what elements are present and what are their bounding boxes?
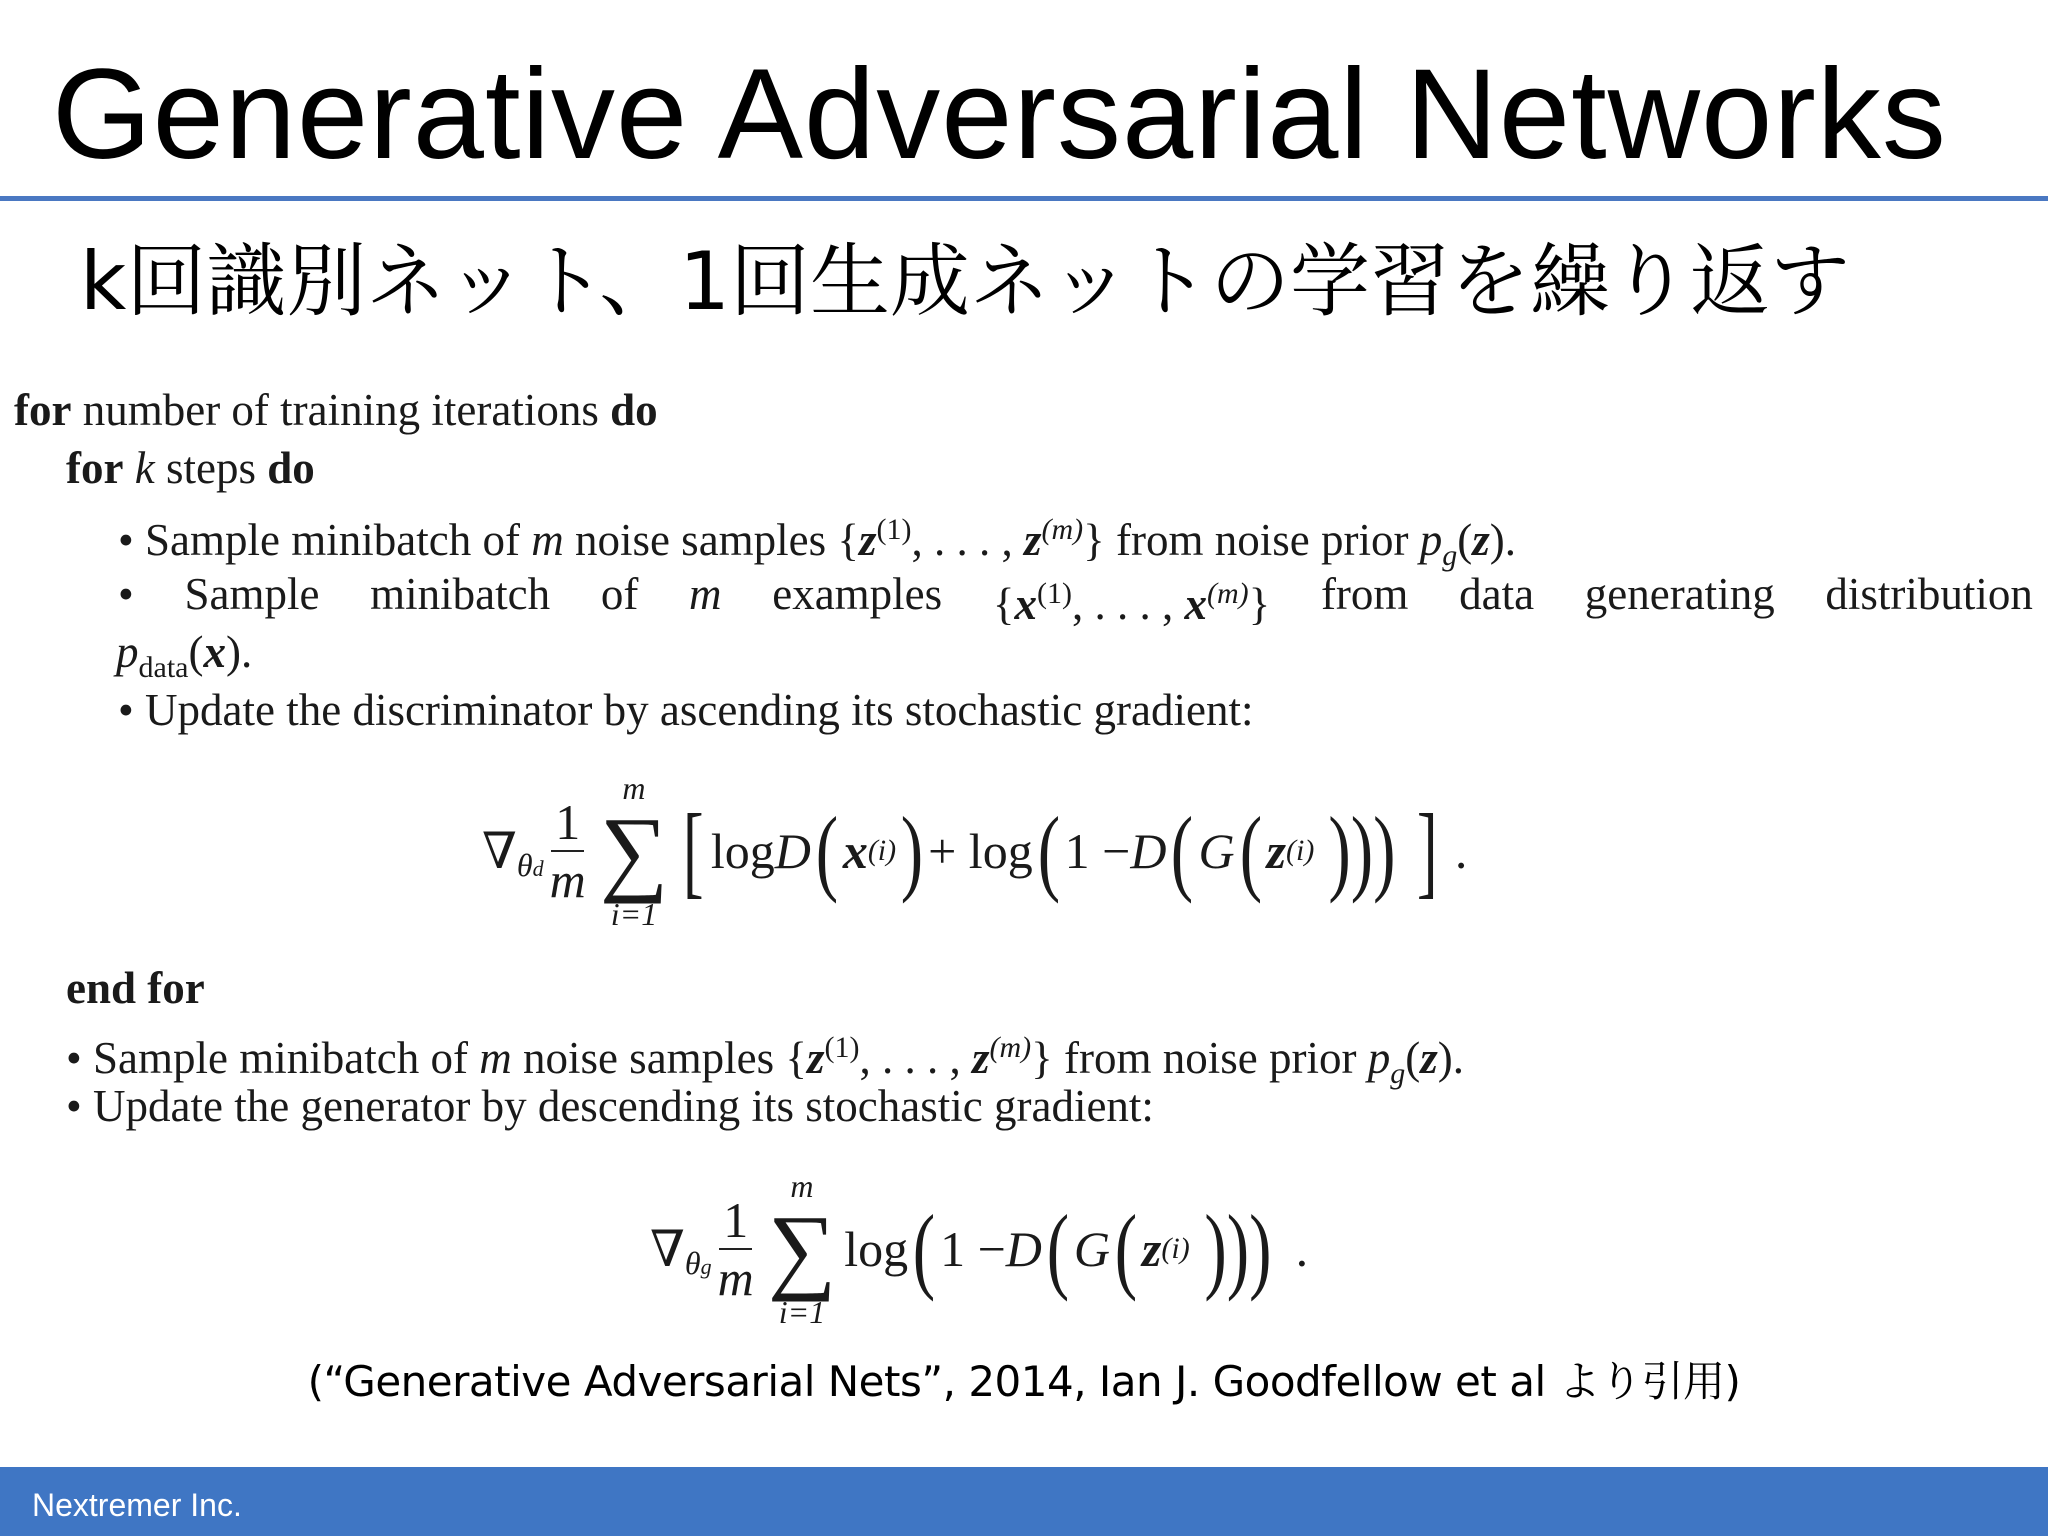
paren: ): [900, 797, 924, 904]
var-x: x: [1014, 579, 1037, 629]
text: , . . . ,: [859, 1033, 972, 1083]
summation: [600, 770, 668, 932]
bullet: •: [118, 569, 134, 619]
brace: }: [1248, 579, 1271, 629]
superscript: (1): [824, 1031, 860, 1064]
var-z: z: [972, 1033, 990, 1083]
text: log: [710, 823, 775, 879]
sum-upper: m: [790, 1168, 814, 1204]
period: .: [1454, 823, 1468, 879]
algo-line-sample-data: [118, 566, 2033, 632]
var-k: k: [134, 443, 155, 493]
superscript: (i): [1286, 834, 1315, 867]
bullet: •: [66, 1081, 82, 1131]
sample-set: [993, 566, 1270, 632]
slide-title: Generative Adversarial Networks: [52, 43, 1947, 186]
text: , . . . ,: [911, 515, 1024, 565]
equation-generator-gradient: [650, 1168, 1308, 1330]
superscript: (1): [1036, 577, 1072, 610]
var-z: z: [1266, 823, 1286, 879]
paren: (: [912, 1195, 936, 1302]
paren: (: [815, 797, 839, 904]
d: d: [532, 855, 544, 881]
text: noise samples {: [511, 1033, 807, 1083]
var-z: z: [859, 515, 877, 565]
subscript: g: [1442, 539, 1458, 572]
text: 1 −: [1064, 823, 1131, 879]
denominator: m: [717, 1250, 754, 1306]
text: } from noise prior: [1083, 515, 1420, 565]
nabla-symbol: ∇: [482, 823, 517, 879]
var-x: x: [1184, 579, 1207, 629]
word: from: [1320, 569, 1409, 619]
superscript: (i): [1161, 1232, 1190, 1265]
word: distribution: [1825, 569, 2033, 619]
paren: (: [1171, 797, 1194, 904]
var-z: z: [1472, 515, 1490, 565]
line-text: steps: [154, 443, 268, 493]
slide-subtitle: k回識別ネット、1回生成ネットの学習を繰り返す: [80, 235, 1851, 328]
numerator: 1: [551, 794, 584, 852]
var-z: z: [1141, 1221, 1162, 1277]
text: } from noise prior: [1031, 1033, 1368, 1083]
var-D: D: [1005, 1221, 1042, 1277]
sum-upper: m: [622, 770, 646, 806]
algo-line-update-g: [66, 1078, 1154, 1134]
superscript: (i): [867, 834, 897, 867]
paren: (: [1046, 1195, 1070, 1302]
bullet: •: [118, 515, 134, 565]
text: (: [1405, 1033, 1421, 1083]
superscript: (1): [876, 513, 912, 546]
paren: ))): [1328, 797, 1396, 904]
line-text: number of training iterations: [71, 385, 611, 435]
text: Sample minibatch of: [133, 515, 532, 565]
subscript: g: [1390, 1057, 1406, 1090]
sum-lower: i=1: [610, 896, 658, 932]
keyword-end-for: end for: [66, 963, 205, 1013]
text: Update the generator by descending its stochastic gradient:: [81, 1081, 1154, 1131]
algo-line-outer-loop: [14, 382, 658, 438]
var-D: D: [774, 823, 811, 879]
keyword-do: do: [610, 385, 658, 435]
text: log: [844, 1221, 909, 1277]
paren: ))): [1204, 1195, 1272, 1302]
fraction: [550, 794, 586, 908]
brace: {: [992, 579, 1015, 629]
word: Sample: [184, 569, 320, 619]
text: noise samples {: [563, 515, 859, 565]
var-m: m: [531, 515, 564, 565]
var-p: p: [1419, 515, 1443, 565]
text: ).: [1489, 515, 1516, 565]
equation-discriminator-gradient: [482, 770, 1467, 932]
text: , . . . ,: [1071, 579, 1185, 629]
paren: (: [1239, 797, 1262, 904]
var-m: m: [689, 569, 722, 619]
footer-bar: [0, 1467, 2048, 1536]
word: data: [1459, 569, 1535, 619]
text: + log: [928, 823, 1033, 879]
text: Update the discriminator by ascending its stochastic gradient:: [133, 685, 1254, 735]
var-G: G: [1198, 823, 1235, 879]
title-divider: [0, 196, 2048, 201]
word: examples: [772, 569, 943, 619]
var-z: z: [807, 1033, 825, 1083]
algo-line-update-d: [118, 682, 1253, 738]
keyword-for: for: [66, 443, 124, 493]
text: (: [1457, 515, 1473, 565]
algorithm-figure: [0, 370, 2048, 1345]
left-bracket: [: [683, 793, 704, 908]
subscript: data: [138, 651, 189, 684]
var-p: p: [1367, 1033, 1391, 1083]
superscript: (m): [1206, 577, 1249, 610]
summation: [768, 1168, 836, 1330]
g: g: [700, 1253, 712, 1279]
subscript: [517, 847, 544, 884]
word: of: [600, 569, 639, 619]
var-p: p: [116, 627, 139, 677]
keyword-do: do: [267, 443, 315, 493]
denominator: m: [549, 852, 586, 908]
citation: (“Generative Adversarial Nets”, 2014, Ian J. Goodfellow et al より引用): [307, 1357, 1741, 1406]
var-x: x: [842, 823, 868, 879]
sigma: ∑: [767, 1195, 837, 1302]
word: generating: [1584, 569, 1775, 619]
superscript: (m): [989, 1031, 1032, 1064]
bullet: •: [66, 1033, 82, 1083]
var-z: z: [1420, 1033, 1438, 1083]
algo-line-inner-loop: [66, 440, 315, 496]
var-z: z: [1024, 515, 1042, 565]
text: (: [188, 627, 204, 677]
word: minibatch: [370, 569, 551, 619]
paren: (: [1037, 797, 1060, 904]
var-G: G: [1073, 1221, 1110, 1277]
sigma: ∑: [599, 797, 669, 904]
text: 1 −: [940, 1221, 1006, 1277]
theta: θ: [684, 1244, 701, 1281]
paren: (: [1114, 1195, 1138, 1302]
var-x: x: [203, 627, 226, 677]
theta: θ: [516, 846, 533, 883]
superscript: (m): [1041, 513, 1084, 546]
subscript: [685, 1245, 712, 1282]
bullet: •: [118, 685, 134, 735]
keyword-for: for: [14, 385, 72, 435]
var-D: D: [1130, 823, 1167, 879]
period: .: [1295, 1221, 1309, 1277]
numerator: 1: [719, 1192, 752, 1250]
var-m: m: [479, 1033, 512, 1083]
text: ).: [225, 627, 253, 677]
sum-lower: i=1: [778, 1294, 826, 1330]
footer-company: Nextremer Inc.: [32, 1487, 242, 1523]
fraction: [718, 1192, 754, 1306]
text: Sample minibatch of: [81, 1033, 480, 1083]
nabla-symbol: ∇: [650, 1221, 685, 1277]
text: ).: [1437, 1033, 1464, 1083]
right-bracket: ]: [1417, 793, 1438, 908]
algo-line-end-for: [66, 960, 205, 1016]
